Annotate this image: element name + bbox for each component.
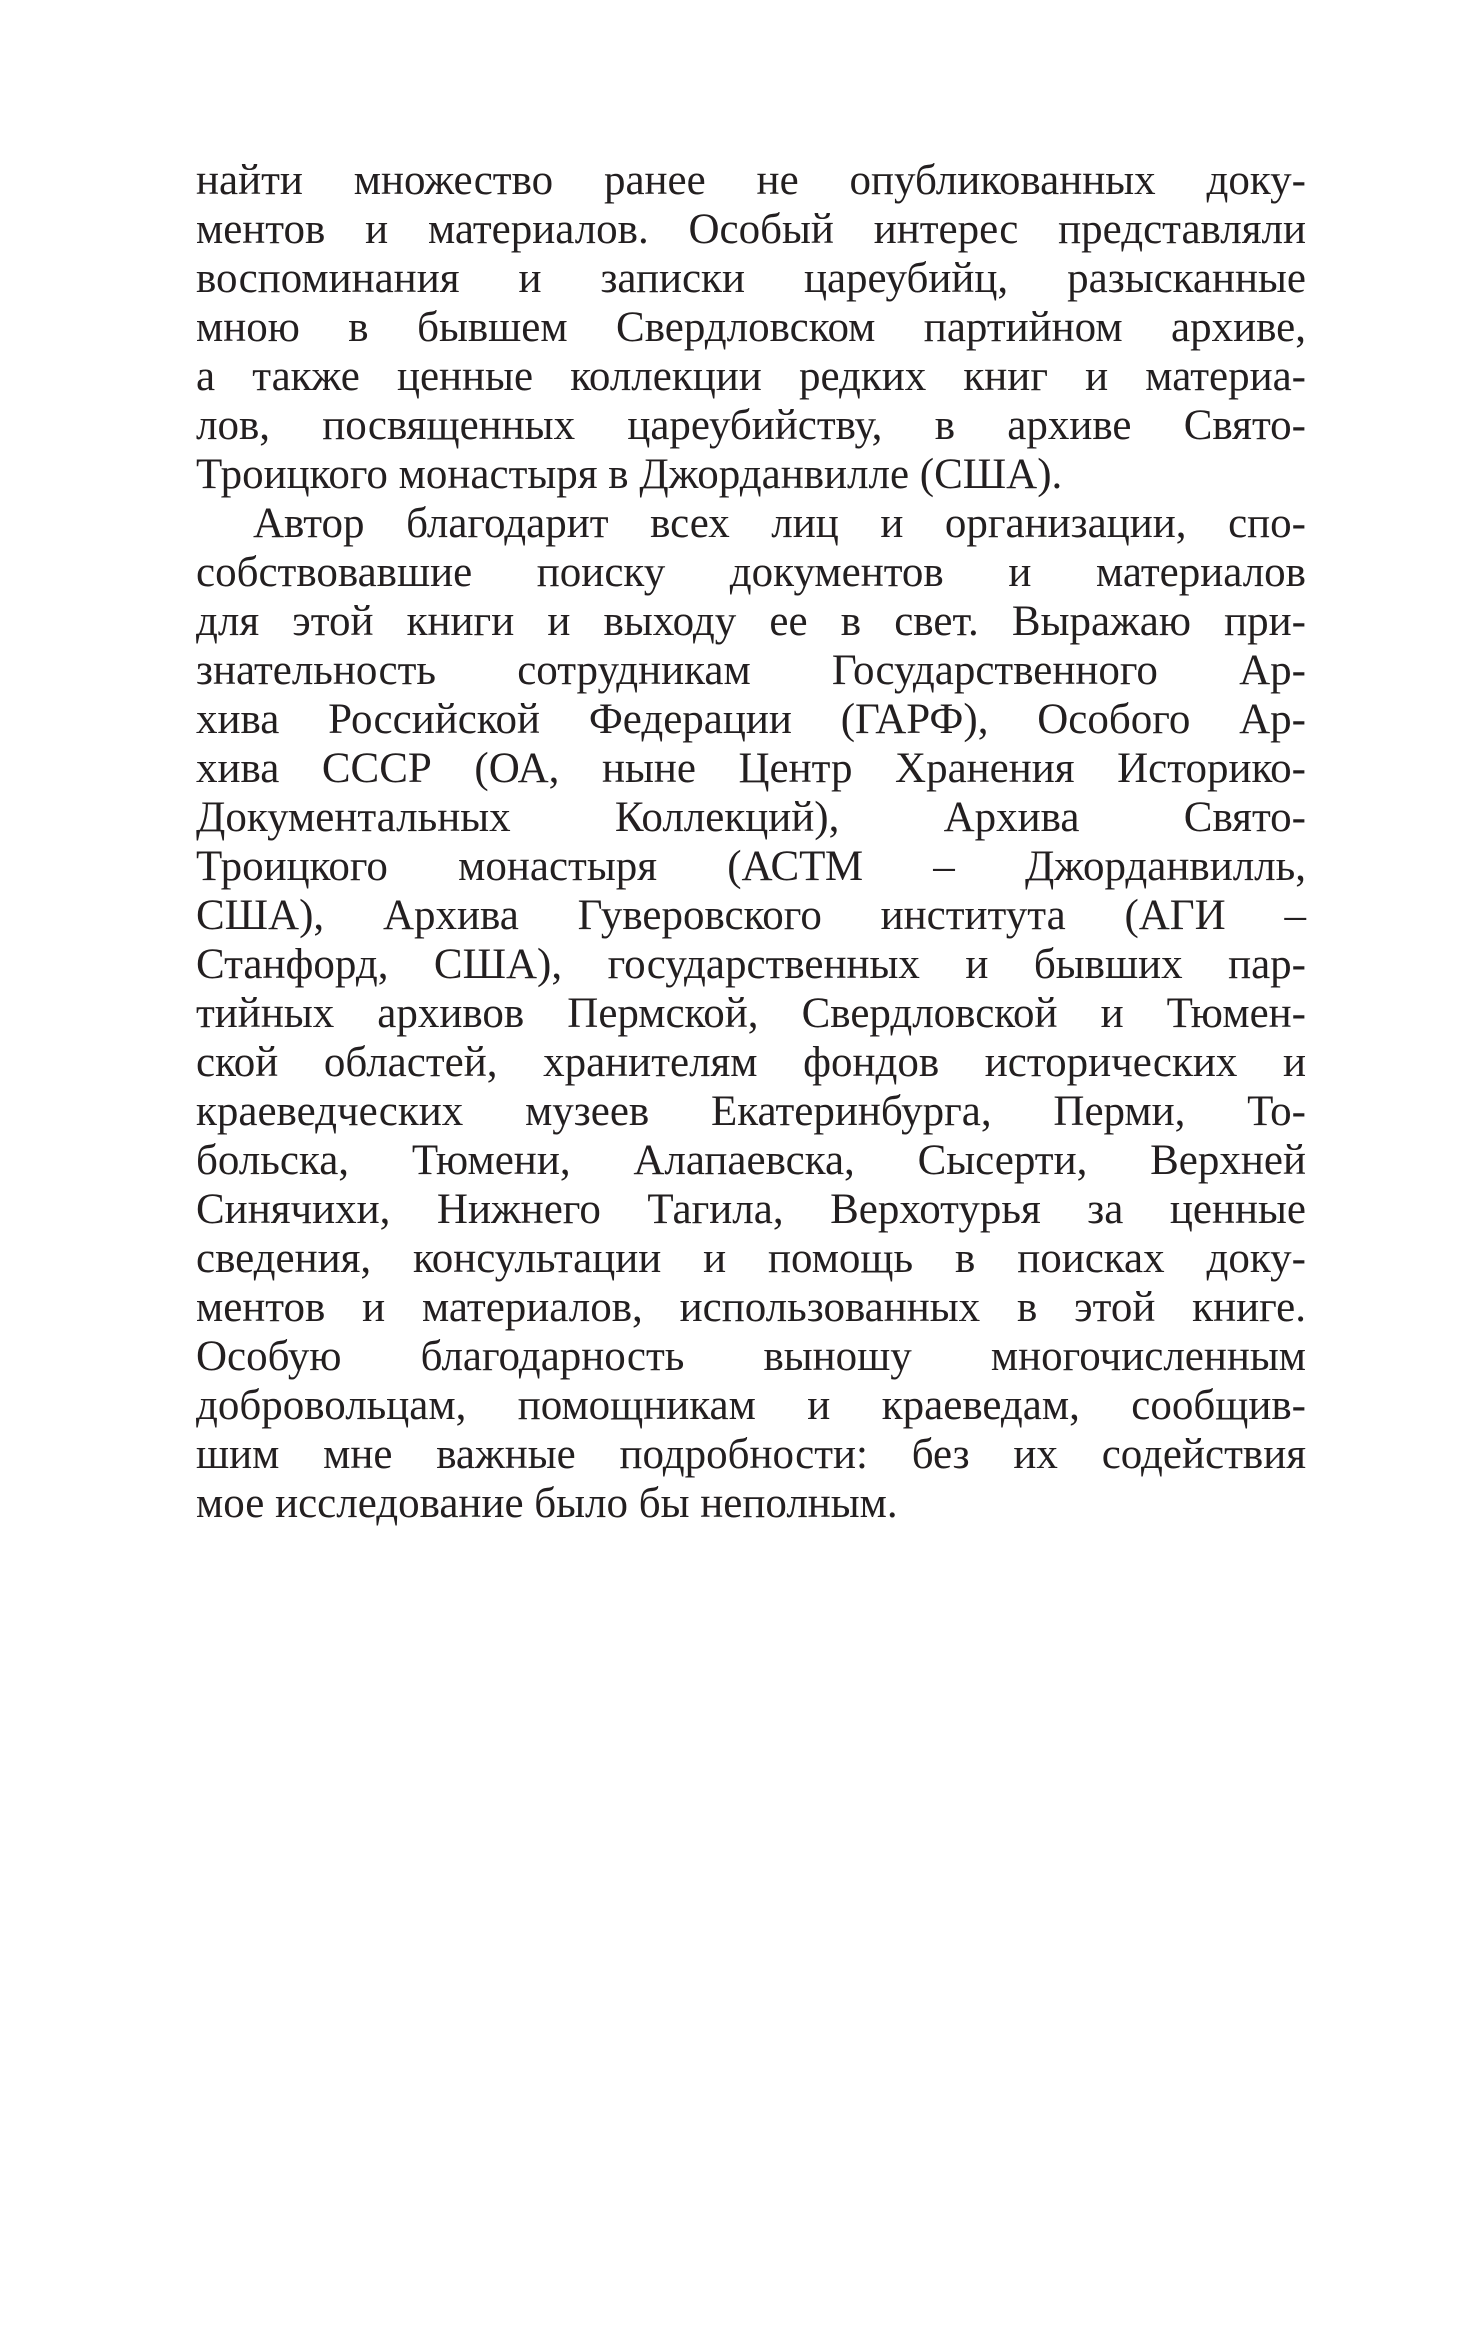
text-line: найти множество ранее не опубликованных доку-: [196, 157, 1306, 204]
text-line: собствовавшие поиску документов и материалов: [196, 549, 1306, 596]
paragraph-1: [196, 156, 1306, 499]
text-line: знательность сотрудникам Государственного Ар-: [196, 647, 1306, 694]
text-line: Станфорд, США), государственных и бывших пар-: [196, 941, 1306, 988]
text-line: мною в бывшем Свердловском партийном архиве,: [196, 304, 1306, 351]
text-line: хива Российской Федерации (ГАРФ), Особого Ар-: [196, 696, 1306, 743]
text-line: шим мне важные подробности: без их содействия: [196, 1431, 1306, 1478]
text-line: Особую благодарность выношу многочисленным: [196, 1333, 1306, 1380]
text-line: США), Архива Гуверовского института (АГИ –: [196, 892, 1306, 939]
text-line: добровольцам, помощникам и краеведам, сообщив-: [196, 1382, 1306, 1429]
text-line: воспоминания и записки цареубийц, разысканные: [196, 255, 1306, 302]
text-line: краеведческих музеев Екатеринбурга, Перми, То-: [196, 1088, 1306, 1135]
text-line: хива СССР (ОА, ныне Центр Хранения Историко-: [196, 745, 1306, 792]
text-line: ской областей, хранителям фондов исторических и: [196, 1039, 1306, 1086]
text-line: а также ценные коллекции редких книг и материа-: [196, 353, 1306, 400]
text-line: Синячихи, Нижнего Тагила, Верхотурья за ценные: [196, 1186, 1306, 1233]
text-line: ментов и материалов. Особый интерес представляли: [196, 206, 1306, 253]
paragraph-2: [196, 499, 1306, 1528]
text-line: тийных архивов Пермской, Свердловской и Тюмен-: [196, 990, 1306, 1037]
text-line: Троицкого монастыря (АСТМ – Джорданвилль,: [196, 843, 1306, 890]
text-line: Документальных Коллекций), Архива Свято-: [196, 794, 1306, 841]
text-line: сведения, консультации и помощь в поисках доку-: [196, 1235, 1306, 1282]
text-line: лов, посвященных цареубийству, в архиве Свято-: [196, 402, 1306, 449]
text-line: для этой книги и выходу ее в свет. Выражаю при-: [196, 598, 1306, 645]
text-line: мое исследование было бы неполным.: [196, 1480, 898, 1527]
body-text: [196, 156, 1306, 1528]
text-line: ментов и материалов, использованных в этой книге.: [196, 1284, 1306, 1331]
text-line: Автор благодарит всех лиц и организации, спо-: [253, 500, 1306, 547]
text-line: больска, Тюмени, Алапаевска, Сысерти, Верхней: [196, 1137, 1306, 1184]
text-line: Троицкого монастыря в Джорданвилле (США).: [196, 451, 1063, 498]
